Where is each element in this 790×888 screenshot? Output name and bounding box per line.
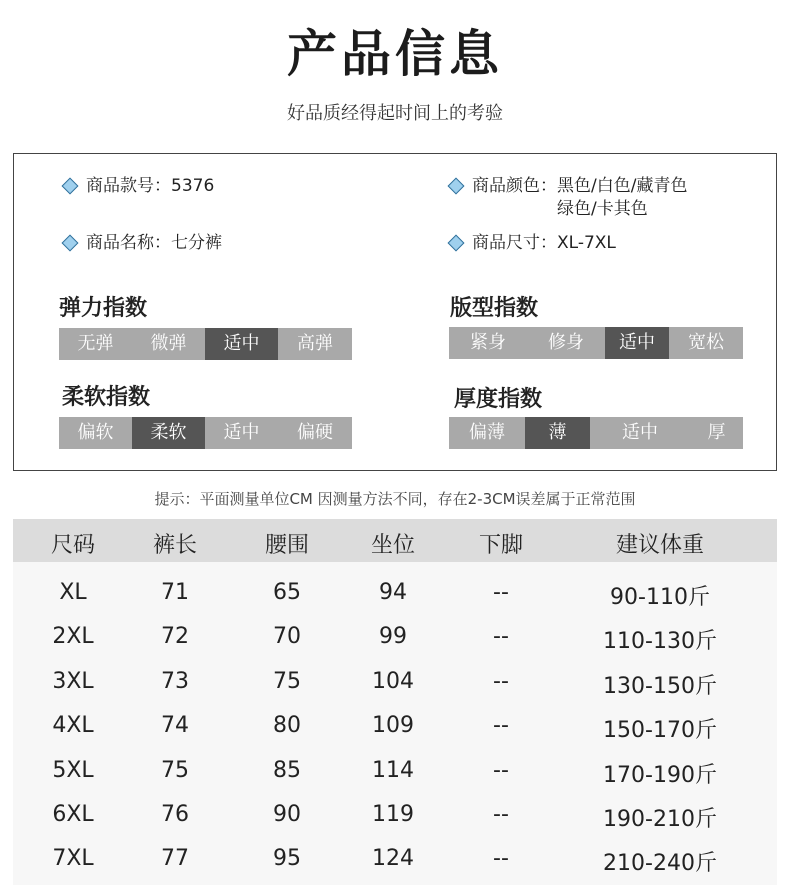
table-cell: 77 (161, 846, 189, 872)
table-cell: 5XL (52, 757, 94, 783)
table-cell: 95 (273, 846, 301, 872)
softness-option: 偏软 (77, 422, 114, 443)
table-cell: 73 (161, 668, 189, 694)
spec-label: 商品名称： (86, 233, 171, 253)
spec-name (64, 232, 222, 255)
elasticity-option: 适中 (205, 328, 278, 360)
table-header-cell: 裤长 (152, 533, 197, 558)
table-cell: 80 (273, 713, 301, 739)
table-header-cell: 腰围 (264, 533, 309, 558)
spec-color (450, 175, 687, 221)
table-cell: 4XL (52, 713, 94, 739)
table-cell: -- (493, 757, 509, 783)
table-cell: -- (493, 846, 509, 872)
table-cell: 74 (161, 713, 189, 739)
table-cell: 70 (273, 624, 301, 650)
table-cell: 150-170斤 (603, 718, 717, 744)
elasticity-option: 无弹 (77, 333, 114, 354)
elasticity-option: 高弹 (297, 333, 333, 354)
size-table (13, 519, 777, 885)
fit-title: 版型指数 (450, 296, 539, 321)
table-cell: 3XL (52, 668, 94, 694)
softness-option: 偏硬 (297, 422, 333, 443)
spec-label: 商品款号： (86, 176, 171, 196)
fit-scale (449, 327, 743, 359)
table-row (13, 800, 777, 844)
table-cell: -- (493, 802, 509, 827)
table-cell: 7XL (52, 846, 94, 872)
table-header-cell: 坐位 (370, 533, 415, 558)
table-cell: 65 (273, 580, 301, 605)
softness-option: 柔软 (132, 417, 205, 449)
table-header-cell: 下脚 (478, 533, 523, 558)
table-cell: 75 (161, 757, 189, 783)
table-cell: -- (493, 624, 509, 650)
table-cell: -- (493, 580, 509, 605)
spec-value: XL-7XL (557, 233, 616, 253)
table-row (13, 844, 777, 888)
table-cell: -- (493, 713, 509, 739)
table-cell: 114 (372, 757, 414, 783)
spec-value: 5376 (171, 176, 215, 196)
fit-option: 宽松 (688, 332, 724, 353)
table-cell: 170-190斤 (603, 762, 717, 788)
table-row (13, 578, 777, 622)
table-cell: 72 (161, 624, 189, 650)
spec-value: 七分裤 (171, 233, 222, 253)
diamond-bullet-icon (62, 235, 79, 252)
table-cell: 75 (273, 668, 301, 694)
table-row (13, 667, 777, 711)
table-cell: 190-210斤 (603, 807, 717, 832)
diamond-bullet-icon (448, 178, 465, 195)
elasticity-scale (59, 328, 352, 360)
thickness-option: 偏薄 (469, 422, 505, 443)
table-cell: 210-240斤 (603, 851, 717, 877)
table-cell: 71 (161, 580, 189, 605)
spec-label: 商品尺寸： (472, 233, 557, 253)
table-cell: 119 (372, 802, 414, 827)
elasticity-title: 弹力指数 (59, 296, 148, 321)
size-table-header (13, 519, 777, 562)
table-cell: 2XL (52, 624, 94, 650)
table-cell: 110-130斤 (603, 629, 717, 655)
table-cell: 109 (372, 713, 414, 739)
thickness-title: 厚度指数 (454, 387, 543, 412)
table-cell: 99 (379, 624, 407, 650)
table-cell: 124 (372, 846, 414, 872)
table-cell: 85 (273, 757, 301, 783)
fit-option: 紧身 (470, 332, 506, 353)
softness-option: 适中 (223, 422, 260, 443)
page-subtitle: 好品质经得起时间上的考验 (287, 103, 503, 124)
table-cell: -- (493, 668, 509, 694)
fit-option: 适中 (605, 327, 669, 359)
softness-scale (59, 417, 352, 449)
table-cell: 76 (161, 802, 189, 827)
table-cell: 104 (372, 668, 414, 694)
thickness-option: 薄 (525, 417, 590, 449)
thickness-scale (449, 417, 743, 449)
table-row (13, 711, 777, 755)
spec-label: 商品颜色： (472, 176, 557, 196)
fit-option: 修身 (548, 332, 584, 353)
table-row (13, 622, 777, 666)
product-info-panel (13, 153, 777, 471)
diamond-bullet-icon (448, 235, 465, 252)
table-cell: 90 (273, 802, 301, 827)
spec-style-no (64, 175, 214, 198)
table-cell: 130-150斤 (603, 673, 717, 699)
table-header-cell: 尺码 (50, 533, 95, 558)
table-cell: 94 (379, 580, 407, 605)
spec-value: 黑色/白色/藏青色 绿色/卡其色 (557, 176, 688, 219)
thickness-option: 适中 (622, 422, 658, 443)
table-header-cell: 建议体重 (615, 533, 704, 558)
diamond-bullet-icon (62, 178, 79, 195)
thickness-option: 厚 (707, 422, 726, 443)
page-title: 产品信息 (287, 25, 503, 83)
table-cell: XL (59, 580, 87, 605)
table-cell: 90-110斤 (610, 585, 710, 610)
table-cell: 6XL (52, 802, 94, 827)
table-row (13, 756, 777, 800)
elasticity-option: 微弹 (150, 333, 187, 354)
spec-size (450, 232, 616, 255)
measurement-note: 提示：平面测量单位CM 因测量方法不同，存在2-3CM误差属于正常范围 (154, 490, 636, 508)
softness-title: 柔软指数 (62, 385, 151, 410)
